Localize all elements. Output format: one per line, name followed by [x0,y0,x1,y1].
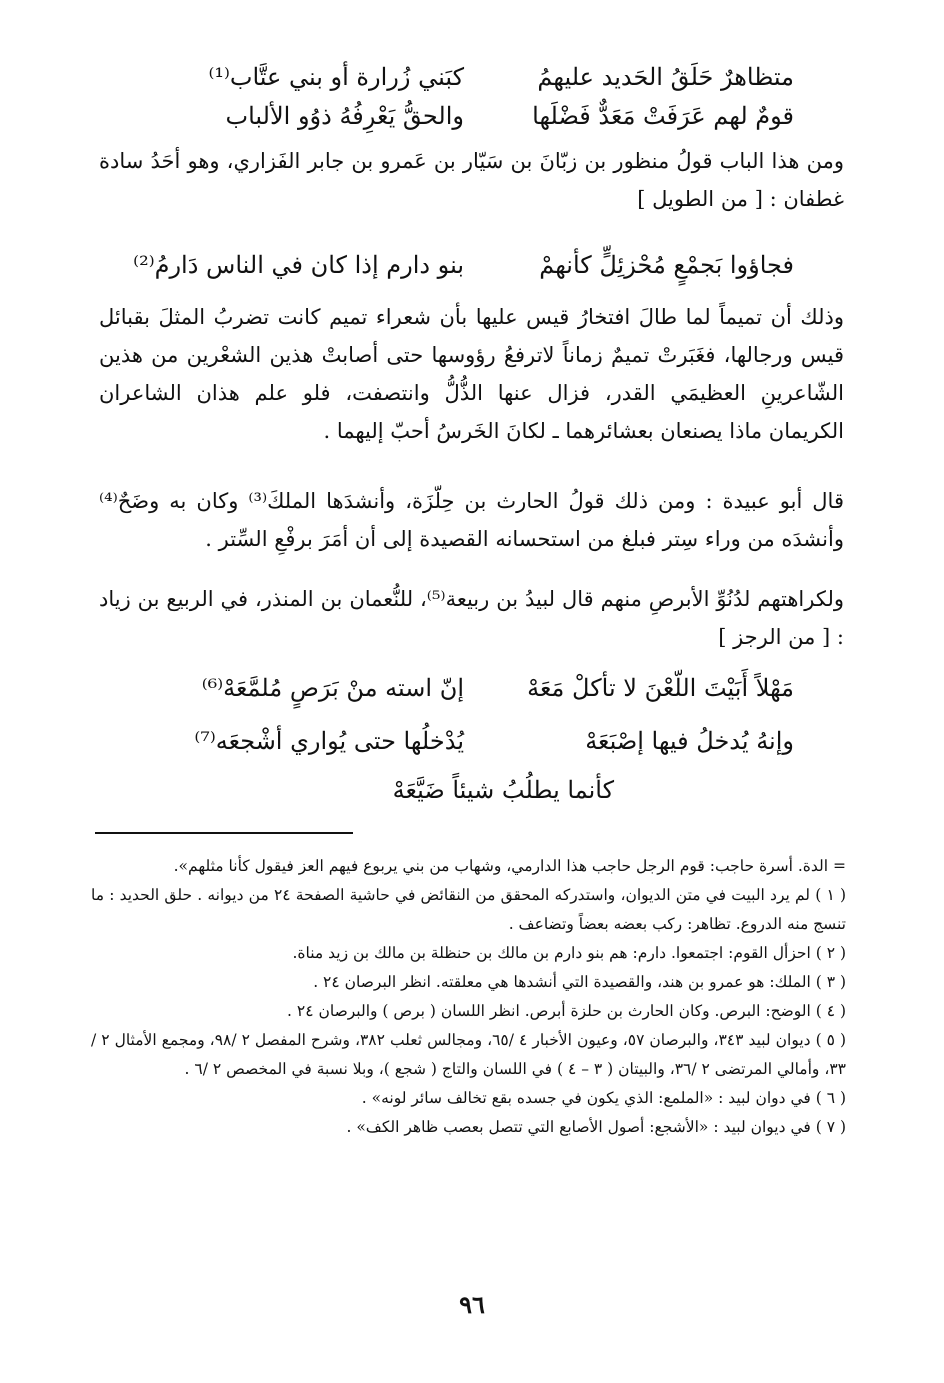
footnote: ( ٦ ) في دوان لبيد : «الملمع: الذي يكون في جسده بقع تخالف سائر لونه» . [361,1089,846,1107]
footnote: ( ٧ ) في ديوان لبيد : «الأشجع: أصول الأصابع التي تتصل بعصب ظاهر الكف» . [346,1118,846,1136]
footnote-separator [95,832,353,834]
verse-hemistich-second: كبَني زُرارة أو بني عتَّاب⁽¹⁾ [208,63,464,91]
footnote: ( ٥ ) ديوان لبيد ٣٤٣، والبرصان ٥٧، وعيون الأخبار ٤ /٦٥، ومجالس ثعلب ٣٨٢، وشرح المفصل ٢ /٩٨، ومجمع الأمثال ٢ /٣٣، وأمالي المرتضى ٢ /٣٦، والبيتان ( ٣ – ٤ ) في اللسان والتاج ( شجع )، وبلا نسبة في المخصص ٢ /٦ . [91,1031,847,1078]
footnote: ( ١ ) لم يرد البيت في متن الديوان، واستدركه المحقق من النقائض في حاشية الصفحة ٢٤ من ديوانه . حلق الحديد : ما تنسج منه الدروع. تظاهر: ركب بعضه بعضاً وتضاعف . [91,886,846,933]
footnote: ( ٤ ) الوضح: البرص. وكان الحارث بن حلزة أبرص. انظر اللسان ( برص ) والبرصان ٢٤ . [287,1002,846,1020]
paragraph: وذلك أن تميماً لما طالَ افتخارُ قيس عليها بأن شعراء تميم كانت تضربُ المثلَ بقبائل قيس ورجالها، فغَبَرتْ تميمٌ زماناً لاترفعُ رؤوسها حتى أصابتْ هذين الشعْرين من هذين الشّاعرينِ العظيمَي القدر، فزال عنها الذُّلُّ وانتصفت، فلو علم هذان الشاعران الكريمان ماذا يصنعان بعشائرهما ـ لكانَ الخَرسُ أحبّ إليهما . [99,305,844,443]
verse-line [144,673,794,703]
footnote: ( ٣ ) الملك: هو عمرو بن هند، والقصيدة التي أنشدها هي معلقته. انظر البرصان ٢٤ . [313,973,846,991]
verse-hemistich-first: فجاؤوا بَجمْعٍ مُحْزئِلٍّ كأنهمْ [539,251,794,279]
paragraph: قال أبو عبيدة : ومن ذلك قولُ الحارث بن حِلّزَة، وأنشدَها الملكَ⁽³⁾ وكان به وضَحٌ⁽⁴⁾ وأنشدَه من وراء سِتر فبلغ من استحسانه القصيدة إلى أن أمَرَ برفْعِ السِّتر . [99,489,844,551]
verse-single: كأنما يطلُبُ شيئاً ضَيَّعَهْ [392,776,614,804]
page-number: ٩٦ [459,1290,485,1319]
verse-hemistich-first: قومٌ لهم عَرَفَتْ مَعَدٌّ فَضْلَها [532,102,794,130]
verse-line [144,62,794,92]
verse-hemistich-first: مَهْلاً أَبَيْتَ اللّعْنَ لا تأكلْ مَعَهْ [527,674,794,702]
footnote: = الدة. أسرة حاجب: قوم الرجل حاجب هذا الدارمي، وشهاب من بني يربوع فيهم العز فيقول كأنا مثلهم». [173,857,846,875]
footnotes [91,852,846,1142]
paragraph: ولكراهتهم لدُنُوِّ الأبرصِ منهم قال لبيدُ بن ربيعة⁽⁵⁾، للنُّعمان بن المنذر، في الربيع بن زياد : [ من الرجز ] [99,587,844,649]
verse-line [144,101,794,131]
verse-hemistich-first: متظاهرٌ حَلَقُ الحَديد عليهمُ [537,63,794,91]
verse-hemistich-first: وإنهُ يُدخلُ فيها إصْبَعَهْ [585,727,794,755]
verse-hemistich-second: والحقُّ يَعْرِفُهُ ذوُو الألباب [225,102,464,130]
verse-line [133,250,794,280]
verse-line [144,726,794,756]
footnote: ( ٢ ) احزأل القوم: اجتمعوا. دارم: هم بنو دارم بن مالك بن حنظلة بن مالك بن زيد مناة. [292,944,846,962]
verse-hemistich-second: إنّ استه منْ بَرَصٍ مُلمَّعَهْ⁽⁶⁾ [201,674,464,702]
verse-hemistich-second: يُدْخلُها حتى يُواري أشْجعَه⁽⁷⁾ [194,727,464,755]
verse-hemistich-second: بنو دارم إذا كان في الناس دَارمُ⁽²⁾ [133,251,464,279]
paragraph: ومن هذا الباب قولُ منظور بن زبّانَ بن سَيّار بن عَمرو بن جابر الفَزاري، وهو أحَدُ سادة غطفان : [ من الطويل ] [99,149,844,211]
